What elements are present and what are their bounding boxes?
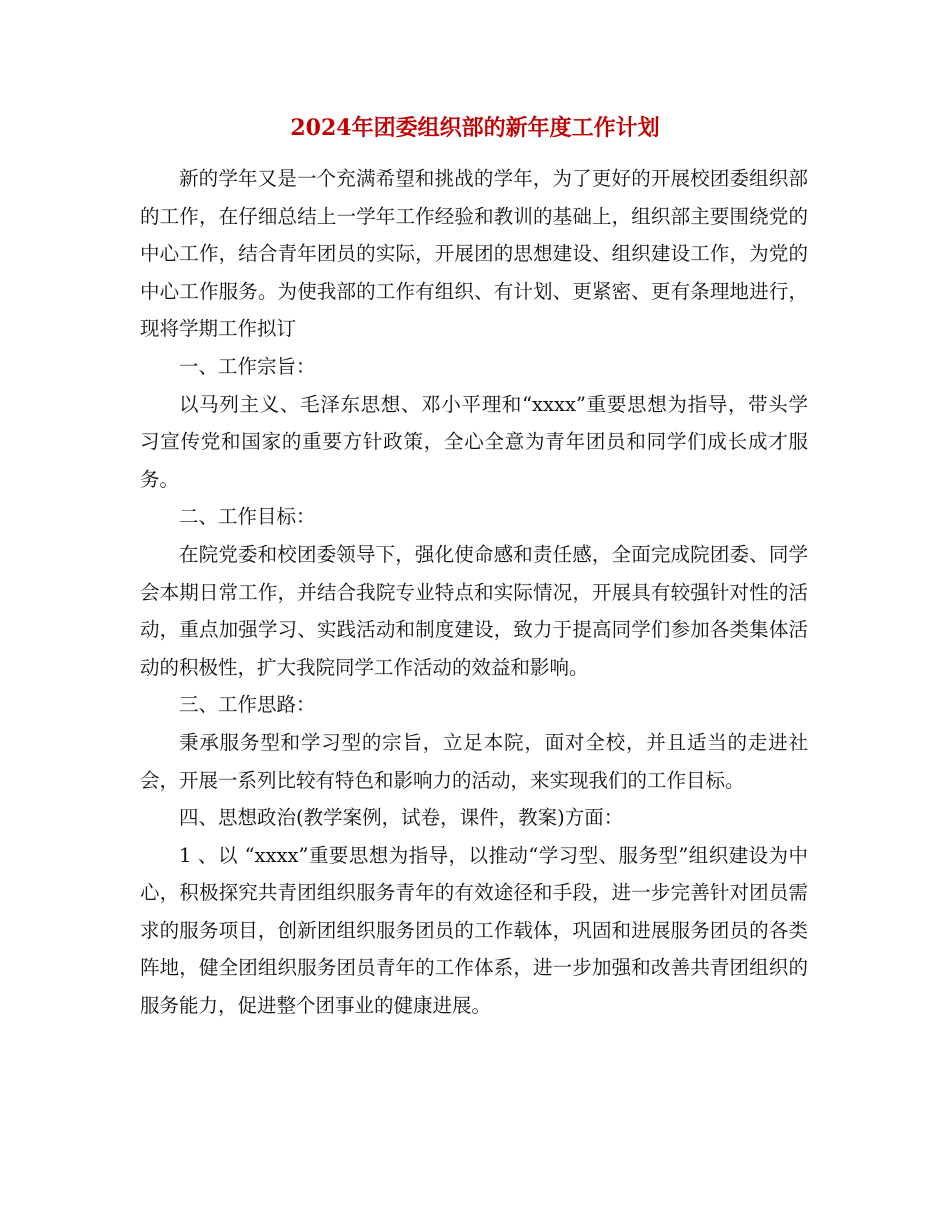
paragraph-purpose: 以马列主义、毛泽东思想、邓小平理和“xxxx”重要思想为指导，带头学习宣传党和国家的重要方针政策，全心全意为青年团员和同学们成长成才服务。 — [140, 392, 808, 491]
paragraph-intro: 新的学年又是一个充满希望和挑战的学年，为了更好的开展校团委组织部的工作，在仔细总结上一学年工作经验和教训的基础上，组织部主要围绕党的中心工作，结合青年团员的实际，开展团的思想建设、组织建设工作，为党的中心工作服务。为使我部的工作有组织、有计划、更紧密、更有条理地进行，现将学期工作拟订 — [140, 167, 808, 341]
paragraph-ideology-item-1: 1 、以 “xxxx”重要思想为指导，以推动“学习型、服务型”组织建设为中心，积极探究共青团组织服务青年的有效途径和手段，进一步完善针对团员需求的服务项目，创新团组织服务团员的工作载体，巩固和进展服务团员的各类阵地，健全团组织服务团员青年的工作体系，进一步加强和改善共青团组织的服务能力，促进整个团事业的健康进展。 — [140, 843, 808, 1018]
document-title: 2024年团委组织部的新年度工作计划 — [290, 115, 660, 141]
paragraph-approach: 秉承服务型和学习型的宗旨，立足本院，面对全校，并且适当的走进社会，开展一系列比较有特色和影响力的活动，来实现我们的工作目标。 — [140, 730, 808, 792]
section-heading-ideology: 四、思想政治(教学案例，试卷，课件，教案)方面： — [179, 806, 624, 830]
document-body — [140, 160, 808, 1025]
section-heading-approach: 三、工作思路： — [179, 693, 316, 717]
section-heading-purpose: 一、工作宗旨： — [179, 354, 316, 378]
paragraph-goals: 在院党委和校团委领导下，强化使命感和责任感，全面完成院团委、同学会本期日常工作，并结合我院专业特点和实际情况，开展具有较强针对性的活动，重点加强学习、实践活动和制度建设，致力于提高同学们参加各类集体活动的积极性，扩大我院同学工作活动的效益和影响。 — [140, 542, 808, 679]
section-heading-goals: 二、工作目标： — [179, 505, 316, 529]
